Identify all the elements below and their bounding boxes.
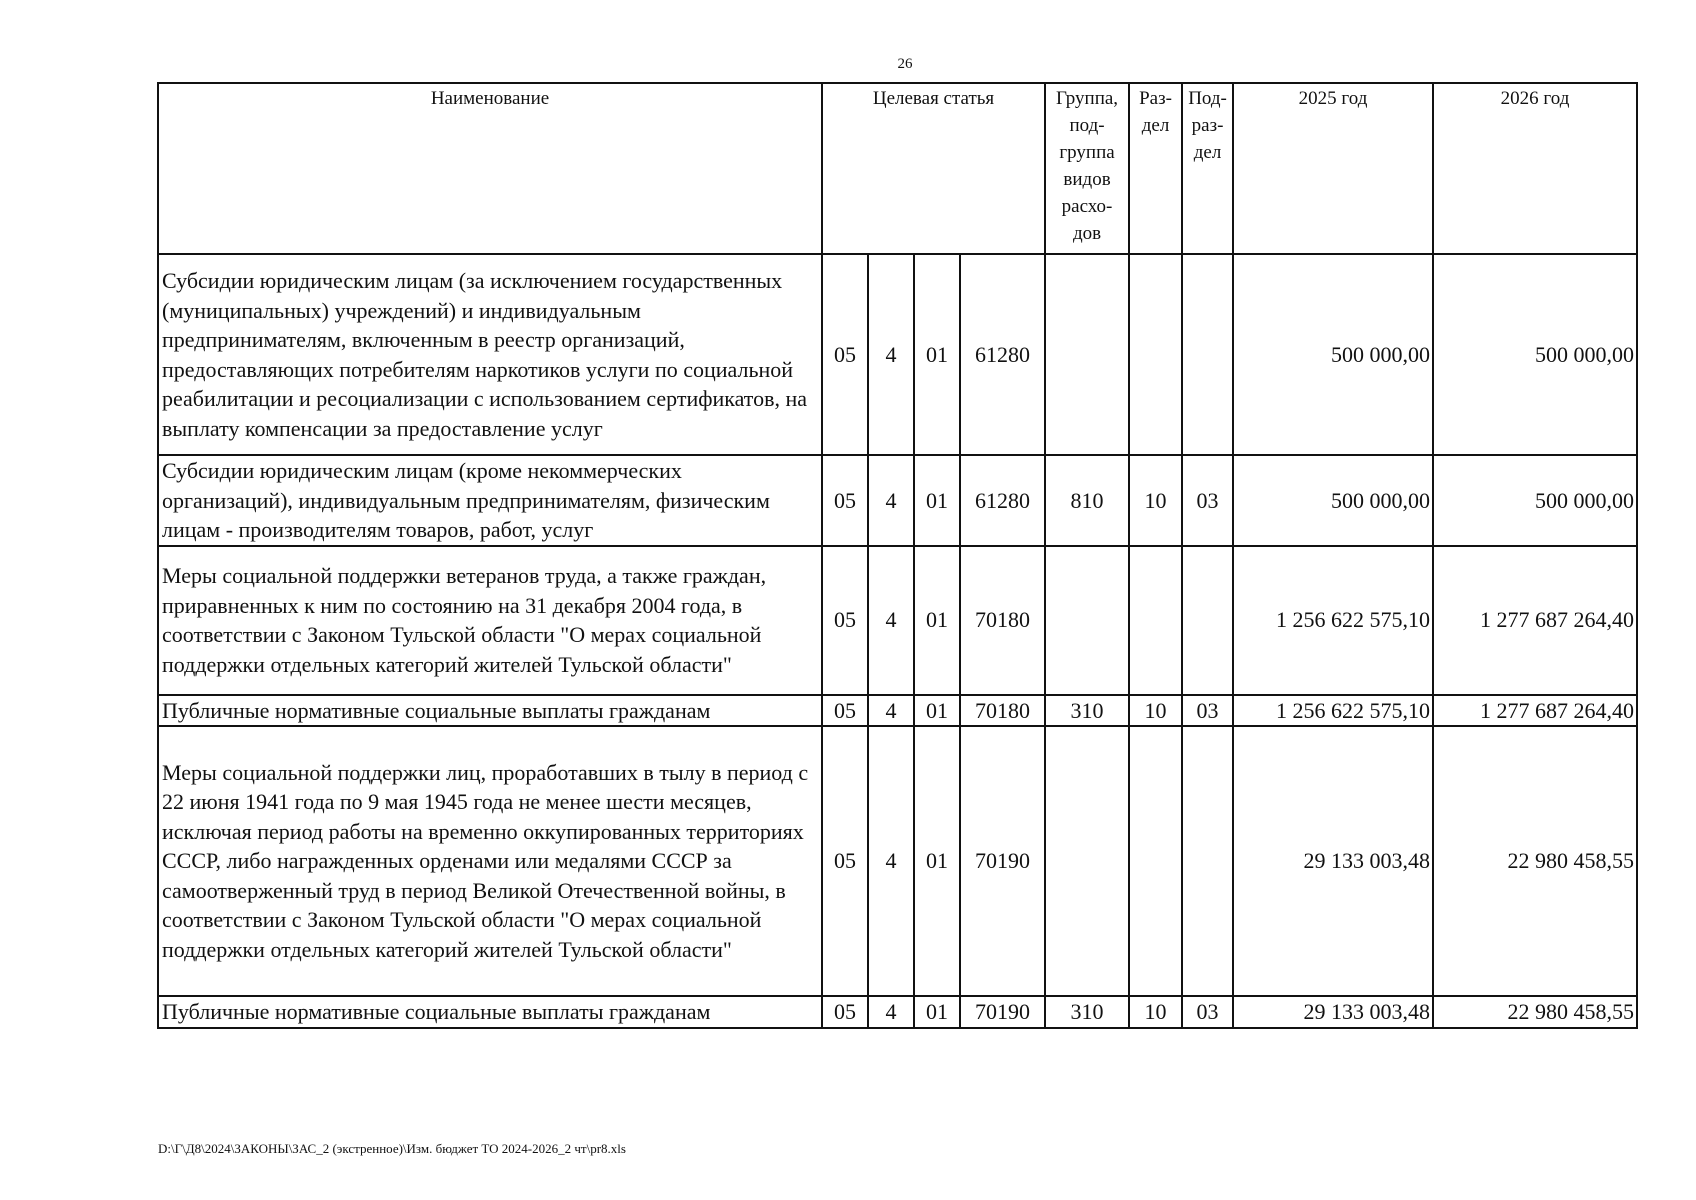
row-subsection xyxy=(1182,254,1233,455)
row-direction-code: 70190 xyxy=(960,996,1045,1028)
row-amount-2025: 1 256 622 575,10 xyxy=(1233,695,1433,727)
row-amount-2025: 1 256 622 575,10 xyxy=(1233,546,1433,695)
row-section xyxy=(1129,726,1182,996)
row-subsection: 03 xyxy=(1182,996,1233,1028)
row-amount-2025: 500 000,00 xyxy=(1233,455,1433,546)
table-row xyxy=(158,254,1637,455)
row-direction-code: 70180 xyxy=(960,546,1045,695)
row-section xyxy=(1129,254,1182,455)
row-event-code: 01 xyxy=(914,546,960,695)
row-section: 10 xyxy=(1129,996,1182,1028)
row-name: Меры социальной поддержки лиц, проработавших в тылу в период с 22 июня 1941 года по 9 мая 1945 года не менее шести месяцев, исключая период работы на временно оккупированных территориях СССР, либо награжденных орденами или медалями СССР за самоотверженный труд в период Великой Отечественной войны, в соответствии с Законом Тульской области "О мерах социальной поддержки отдельных категорий жителей Тульской области" xyxy=(158,726,822,996)
row-name: Публичные нормативные социальные выплаты гражданам xyxy=(158,996,822,1028)
row-program-code: 05 xyxy=(822,726,868,996)
row-direction-code: 61280 xyxy=(960,254,1045,455)
row-name: Субсидии юридическим лицам (кроме некоммерческих организаций), индивидуальным предпринимателям, физическим лицам - производителям товаров, работ, услуг xyxy=(158,455,822,546)
row-section: 10 xyxy=(1129,455,1182,546)
row-direction-code: 70180 xyxy=(960,695,1045,727)
table-row xyxy=(158,996,1637,1028)
table-row xyxy=(158,455,1637,546)
row-expense-group: 810 xyxy=(1045,455,1129,546)
row-subprogram-code: 4 xyxy=(868,254,914,455)
row-program-code: 05 xyxy=(822,695,868,727)
row-event-code: 01 xyxy=(914,254,960,455)
row-amount-2026: 22 980 458,55 xyxy=(1433,996,1637,1028)
row-subsection xyxy=(1182,726,1233,996)
row-subprogram-code: 4 xyxy=(868,546,914,695)
header-subsection: Под- раз- дел xyxy=(1182,83,1233,254)
table-row xyxy=(158,726,1637,996)
row-program-code: 05 xyxy=(822,254,868,455)
row-subsection xyxy=(1182,546,1233,695)
row-subprogram-code: 4 xyxy=(868,996,914,1028)
row-subprogram-code: 4 xyxy=(868,695,914,727)
page-number: 26 xyxy=(897,56,913,72)
row-direction-code: 61280 xyxy=(960,455,1045,546)
row-amount-2025: 29 133 003,48 xyxy=(1233,726,1433,996)
row-expense-group xyxy=(1045,546,1129,695)
row-event-code: 01 xyxy=(914,455,960,546)
row-amount-2025: 29 133 003,48 xyxy=(1233,996,1433,1028)
row-program-code: 05 xyxy=(822,996,868,1028)
row-expense-group xyxy=(1045,254,1129,455)
row-amount-2026: 1 277 687 264,40 xyxy=(1433,546,1637,695)
row-subsection: 03 xyxy=(1182,455,1233,546)
row-amount-2025: 500 000,00 xyxy=(1233,254,1433,455)
row-program-code: 05 xyxy=(822,455,868,546)
row-name: Субсидии юридическим лицам (за исключением государственных (муниципальных) учреждений) и индивидуальным предпринимателям, включенным в реестр организаций, предоставляющих потребителям наркотиков услуги по социальной реабилитации и ресоциализации с использованием сертификатов, на выплату компенсации за предоставление услуг xyxy=(158,254,822,455)
table-row xyxy=(158,546,1637,695)
row-expense-group: 310 xyxy=(1045,695,1129,727)
header-target-article: Целевая статья xyxy=(822,83,1045,254)
row-section: 10 xyxy=(1129,695,1182,727)
row-section xyxy=(1129,546,1182,695)
row-amount-2026: 500 000,00 xyxy=(1433,254,1637,455)
row-expense-group xyxy=(1045,726,1129,996)
row-expense-group: 310 xyxy=(1045,996,1129,1028)
row-subprogram-code: 4 xyxy=(868,455,914,546)
row-event-code: 01 xyxy=(914,695,960,727)
file-path-footer: D:\Г\Д8\2024\ЗАКОНЫ\ЗАС_2 (экстренное)\Изм. бюджет ТО 2024-2026_2 чт\pr8.xls xyxy=(158,1141,626,1156)
row-name: Меры социальной поддержки ветеранов труда, а также граждан, приравненных к ним по состоянию на 31 декабря 2004 года, в соответствии с Законом Тульской области "О мерах социальной поддержки отдельных категорий жителей Тульской области" xyxy=(158,546,822,695)
row-direction-code: 70190 xyxy=(960,726,1045,996)
row-subsection: 03 xyxy=(1182,695,1233,727)
row-amount-2026: 1 277 687 264,40 xyxy=(1433,695,1637,727)
header-year-2025: 2025 год xyxy=(1233,83,1433,254)
row-subprogram-code: 4 xyxy=(868,726,914,996)
row-amount-2026: 22 980 458,55 xyxy=(1433,726,1637,996)
header-expense-group: Группа, под- группа видов расхо- дов xyxy=(1045,83,1129,254)
row-amount-2026: 500 000,00 xyxy=(1433,455,1637,546)
row-event-code: 01 xyxy=(914,996,960,1028)
row-program-code: 05 xyxy=(822,546,868,695)
table-header-row xyxy=(158,83,1637,254)
budget-table xyxy=(157,82,1638,1029)
header-year-2026: 2026 год xyxy=(1433,83,1637,254)
row-name: Публичные нормативные социальные выплаты гражданам xyxy=(158,695,822,727)
row-event-code: 01 xyxy=(914,726,960,996)
header-section: Раз- дел xyxy=(1129,83,1182,254)
header-name: Наименование xyxy=(158,83,822,254)
table-row xyxy=(158,695,1637,727)
